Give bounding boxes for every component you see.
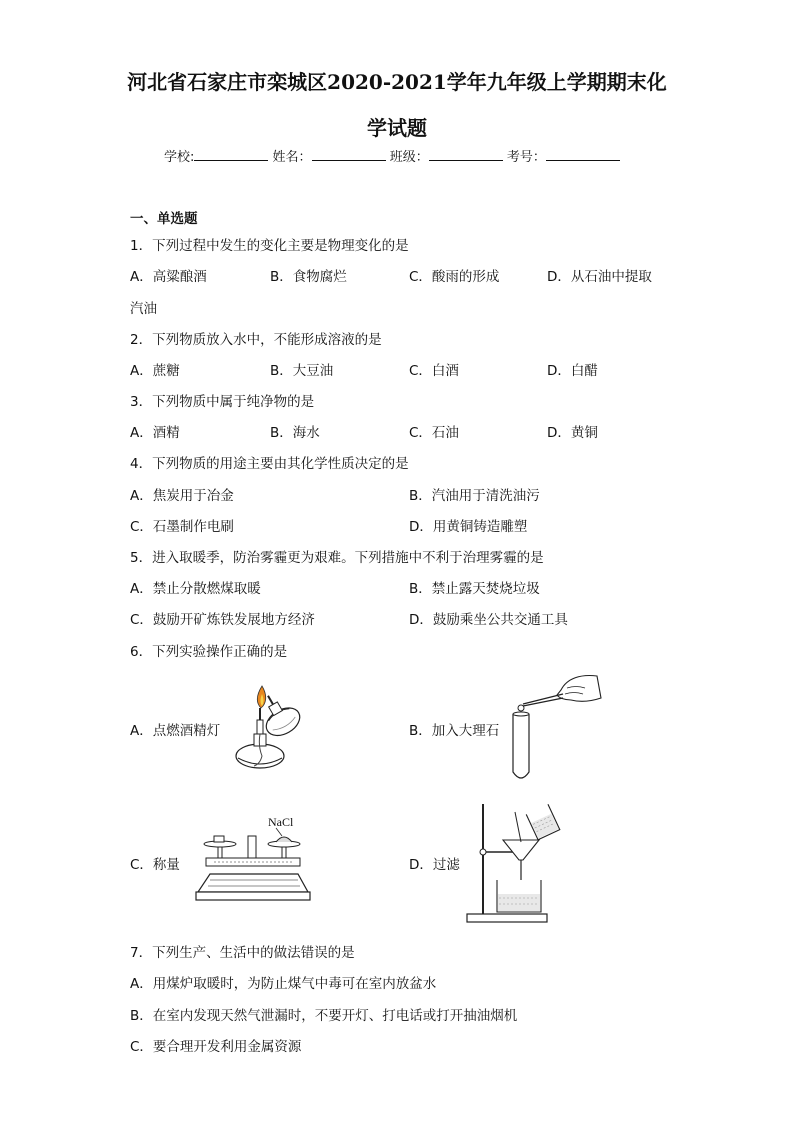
question-7-option-b[interactable]: B．在室内发现天然气泄漏时，不要开灯、打电话或打开抽油烟机 xyxy=(130,1008,518,1024)
question-7-option-c[interactable]: C．要合理开发利用金属资源 xyxy=(130,1039,302,1055)
alcohol-lamp-figure xyxy=(224,680,310,774)
question-2-option-b[interactable]: B．大豆油 xyxy=(270,363,334,379)
class-label: 班级： xyxy=(389,150,429,165)
test-tube-marble-figure xyxy=(505,668,603,784)
page-title-line-2: 学试题 xyxy=(367,116,427,140)
question-1-option-a[interactable]: A．高粱酿酒 xyxy=(130,269,207,285)
question-4-option-b[interactable]: B．汽油用于清洗油污 xyxy=(409,488,540,504)
question-2-option-c[interactable]: C．白酒 xyxy=(409,363,459,379)
question-1-option-b[interactable]: B．食物腐烂 xyxy=(270,269,347,285)
question-6-option-b[interactable]: B．加入大理石 xyxy=(409,723,500,739)
number-label: 考号： xyxy=(506,150,546,165)
question-7-stem: 7．下列生产、生活中的做法错误的是 xyxy=(130,945,355,961)
balance-scale-figure xyxy=(194,812,312,904)
question-2-stem: 2．下列物质放入水中，不能形成溶液的是 xyxy=(130,332,382,348)
question-2-option-a[interactable]: A．蔗糖 xyxy=(130,363,180,379)
question-3-option-d[interactable]: D．黄铜 xyxy=(547,425,598,441)
class-blank[interactable] xyxy=(429,148,503,161)
school-blank[interactable] xyxy=(194,148,268,161)
filtration-figure xyxy=(463,800,563,926)
question-6-option-d[interactable]: D．过滤 xyxy=(409,857,460,873)
student-info-line xyxy=(164,146,620,165)
question-5-option-b[interactable]: B．禁止露天焚烧垃圾 xyxy=(409,581,540,597)
name-label: 姓名： xyxy=(272,150,312,165)
name-blank[interactable] xyxy=(312,148,386,161)
question-1-option-c[interactable]: C．酸雨的形成 xyxy=(409,269,500,285)
question-4-stem: 4．下列物质的用途主要由其化学性质决定的是 xyxy=(130,456,409,472)
page-title-line-1: 河北省石家庄市栾城区2020-2021学年九年级上学期期末化 xyxy=(127,70,667,94)
question-5-option-a[interactable]: A．禁止分散燃煤取暖 xyxy=(130,581,261,597)
question-1-option-d[interactable]: D．从石油中提取 xyxy=(547,269,652,285)
question-4-option-a[interactable]: A．焦炭用于冶金 xyxy=(130,488,234,504)
question-3-option-b[interactable]: B．海水 xyxy=(270,425,320,441)
section-title: 一、单选题 xyxy=(130,211,198,227)
question-4-option-c[interactable]: C．石墨制作电刷 xyxy=(130,519,234,535)
question-5-option-d[interactable]: D．鼓励乘坐公共交通工具 xyxy=(409,612,568,628)
question-3-option-c[interactable]: C．石油 xyxy=(409,425,459,441)
question-2-option-d[interactable]: D．白醋 xyxy=(547,363,598,379)
question-3-stem: 3．下列物质中属于纯净物的是 xyxy=(130,394,315,410)
question-1-stem: 1．下列过程中发生的变化主要是物理变化的是 xyxy=(130,238,409,254)
school-label: 学校: xyxy=(164,150,195,165)
question-6-option-a[interactable]: A．点燃酒精灯 xyxy=(130,723,221,739)
question-3-option-a[interactable]: A．酒精 xyxy=(130,425,180,441)
question-5-stem: 5．进入取暖季，防治雾霾更为艰难。下列措施中不利于治理雾霾的是 xyxy=(130,550,544,566)
number-blank[interactable] xyxy=(546,148,620,161)
question-6-stem: 6．下列实验操作正确的是 xyxy=(130,644,288,660)
question-4-option-d[interactable]: D．用黄铜铸造雕塑 xyxy=(409,519,528,535)
question-5-option-c[interactable]: C．鼓励开矿炼铁发展地方经济 xyxy=(130,612,315,628)
nacl-label: NaCl xyxy=(268,815,294,829)
question-7-option-a[interactable]: A．用煤炉取暖时，为防止煤气中毒可在室内放盆水 xyxy=(130,976,437,992)
question-1-option-d-continued: 汽油 xyxy=(130,301,157,317)
question-6-option-c[interactable]: C．称量 xyxy=(130,857,180,873)
